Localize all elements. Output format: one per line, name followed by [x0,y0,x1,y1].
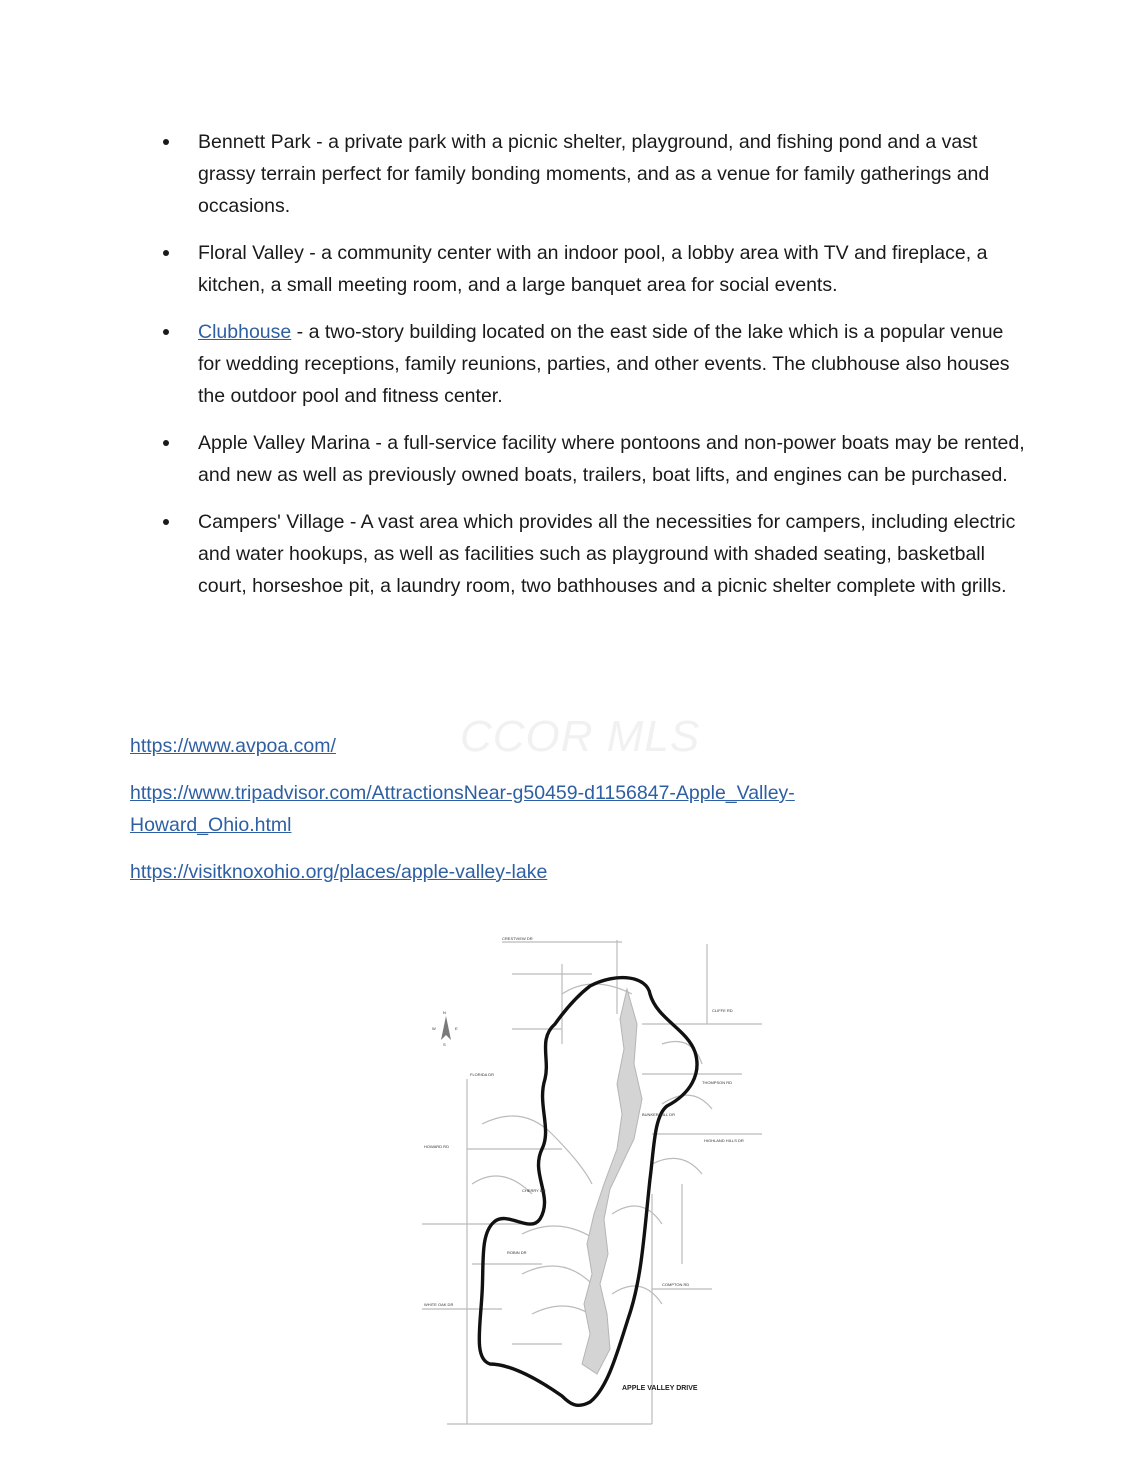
bullet-dot [163,250,169,256]
watermark: CCOR MLS [460,712,701,761]
visitknox-link[interactable]: https://visitknoxohio.org/places/apple-valley-lake [130,861,548,883]
compass-rose [432,1010,458,1047]
compass-w: W [432,1026,436,1031]
apple-valley-lake-map [412,934,772,1430]
amenity-text: Apple Valley Marina - a full-service facility where pontoons and non-power boats may be rented, and new as well as previously owned boats, trailers, boat lifts, and engines can be purchased. [198,432,1025,486]
amenity-item-marina [160,427,1030,491]
amenity-item-floral-valley [160,237,1030,301]
compass-e: E [455,1026,458,1031]
tripadvisor-link[interactable]: https://www.tripadvisor.com/AttractionsNear-g50459-d1156847-Apple_Valley-Howard_Ohio.html [130,782,795,836]
bullet-dot [163,139,169,145]
road-label: CHERRY DR [522,1188,546,1193]
road-label: CRESTVIEW DR [502,936,533,941]
clubhouse-link[interactable]: Clubhouse [198,321,292,343]
road-label: CLIFFE RD [712,1008,733,1013]
road-label: THOMPSON RD [702,1080,732,1085]
bullet-dot [163,519,169,525]
bullet-dot [163,440,169,446]
road-label: ROBIN DR [507,1250,527,1255]
links-section [130,730,890,903]
amenity-text: Bennett Park - a private park with a picnic shelter, playground, and fishing pond and a vast grassy terrain perfect for family bonding moments, and as a venue for family gatherings and occasions. [198,131,990,217]
road-label: COMPTON RD [662,1282,690,1287]
amenities-list [160,126,1030,617]
road-label: BUNKER HILL DR [642,1112,675,1117]
compass-s: S [443,1042,446,1047]
road-label: WHITE OAK DR [424,1302,454,1307]
road-label: FLORIDA DR [470,1072,495,1077]
amenity-item-campers-village [160,506,1030,602]
amenity-text: Campers' Village - A vast area which provides all the necessities for campers, including electric and water hookups, as well as facilities such as playground with shaded seating, basketball court, horseshoe pit, a laundry room, two bathhouses and a picnic shelter complete with grills. [198,511,1016,597]
avpoa-link[interactable]: https://www.avpoa.com/ [130,735,336,757]
amenity-text: - a two-story building located on the east side of the lake which is a popular venue for wedding receptions, family reunions, parties, and other events. The clubhouse also houses the outdoor pool and fitness center. [198,321,1010,407]
road-label: HOWARD RD [424,1144,449,1149]
apple-valley-drive-label: APPLE VALLEY DRIVE [622,1385,698,1392]
bullet-dot [163,329,169,335]
compass-n: N [443,1010,446,1015]
amenity-text: Floral Valley - a community center with an indoor pool, a lobby area with TV and fireplace, a kitchen, a small meeting room, and a large banquet area for social events. [198,242,988,296]
road-label: HIGHLAND HILLS DR [704,1138,744,1143]
amenity-item-bennett-park [160,126,1030,222]
amenity-item-clubhouse [160,316,1030,412]
